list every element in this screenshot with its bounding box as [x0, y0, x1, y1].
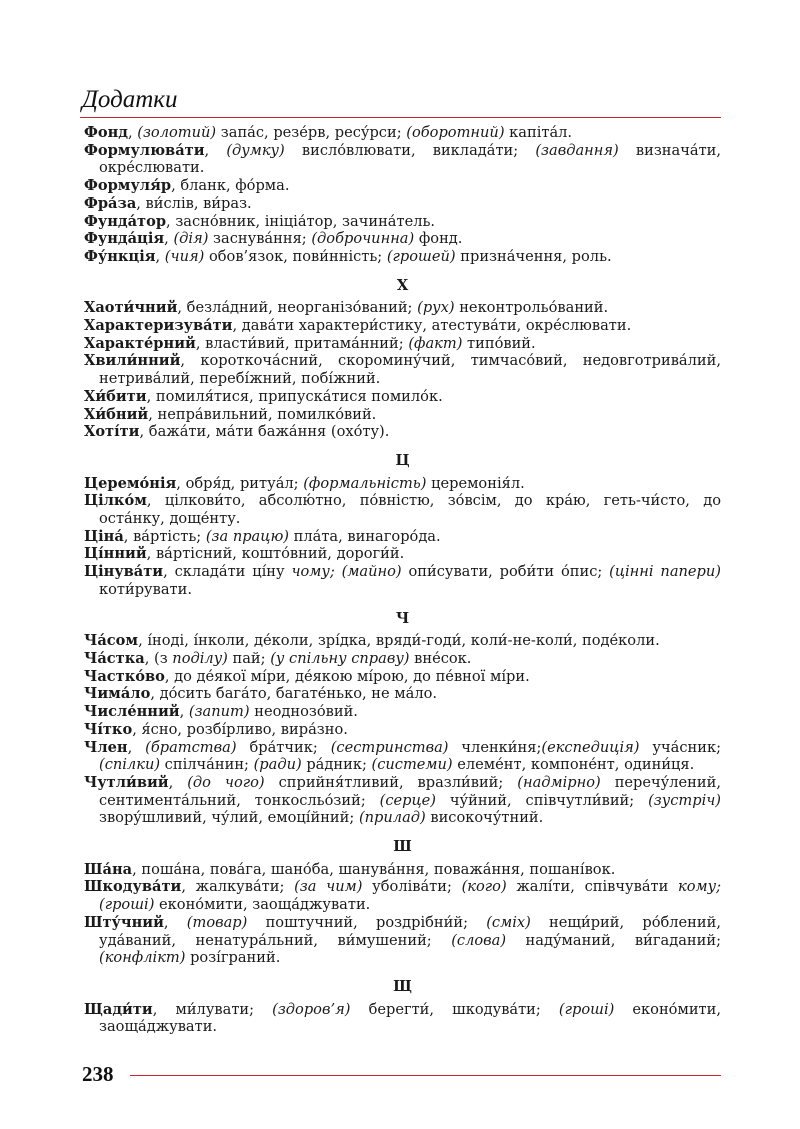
definition-text: призна́чення, роль.	[455, 247, 612, 265]
definition-text: , ва́ртість;	[123, 527, 206, 545]
dictionary-entry	[84, 492, 721, 527]
section-title: Додатки	[82, 86, 178, 113]
dictionary-entry	[84, 177, 721, 195]
definition-text: поштучний, роздрібни́й;	[247, 913, 487, 931]
headword: Ча́сом	[84, 632, 139, 650]
dictionary-entry	[84, 406, 721, 424]
usage-note: (серце)	[379, 791, 436, 809]
usage-note: (грошей)	[386, 247, 456, 265]
definition-text: капіта́л.	[504, 124, 573, 141]
dictionary-entry	[84, 774, 721, 827]
definition-text: пла́та, винагоро́да.	[289, 527, 441, 545]
headword: Цілко́м	[84, 492, 147, 510]
definition-text: жалі́ти, співчува́ти	[506, 878, 679, 896]
dictionary-entry	[84, 1001, 721, 1036]
definition-text: пай;	[227, 649, 271, 667]
usage-note: (зустріч)	[648, 791, 722, 809]
dictionary-entry	[84, 335, 721, 353]
usage-note: (у спільну справу)	[270, 649, 410, 667]
usage-note: (рух)	[417, 299, 455, 317]
definition-text: ,	[164, 230, 174, 248]
headword: Цінува́ти	[84, 563, 164, 581]
usage-note: (завдання)	[535, 141, 619, 159]
definition-text: наду́маний, ви́гаданий;	[506, 931, 721, 949]
usage-note: (кого)	[461, 878, 507, 896]
headword: Характеризува́ти	[84, 317, 233, 335]
definition-text: уболіва́ти;	[362, 878, 462, 896]
definition-text: берегти́, шкодува́ти;	[350, 1000, 559, 1018]
dictionary-entry	[84, 721, 721, 739]
usage-note: (надмірно)	[517, 773, 601, 791]
headword: Ціна́	[84, 527, 124, 545]
usage-note: (слова)	[451, 931, 507, 949]
dictionary-entry	[84, 632, 721, 650]
usage-note: (думку)	[226, 141, 285, 159]
letter-heading: Ч	[395, 609, 410, 627]
headword: Фра́за	[84, 194, 137, 212]
headword: Характе́рний	[84, 334, 196, 352]
headword: Хвили́нний	[84, 352, 181, 370]
usage-note: (запит)	[188, 703, 250, 721]
definition-text: , непра́вильний, помилко́вий.	[148, 405, 377, 423]
usage-note: (системи)	[371, 756, 453, 774]
definition-text: розі́граний.	[185, 949, 281, 967]
dictionary-body	[84, 124, 721, 1036]
dictionary-entry	[84, 230, 721, 248]
dictionary-entry	[84, 195, 721, 213]
headword: Фунда́тор	[84, 212, 167, 230]
headword: Церемо́нія	[84, 474, 177, 492]
definition-text: запа́с, резе́рв, ресу́рси;	[216, 124, 407, 141]
definition-text: ,	[127, 738, 146, 756]
dictionary-entry	[84, 668, 721, 686]
headword: Числе́нний	[84, 703, 180, 721]
dictionary-entry	[84, 703, 721, 721]
dictionary-entry	[84, 914, 721, 967]
usage-note: (спілки)	[99, 756, 161, 774]
headword: Щади́ти	[84, 1000, 153, 1018]
usage-note: (доброчинна)	[311, 230, 415, 248]
usage-note: (гроші)	[558, 1000, 615, 1018]
headword: Формуля́р	[84, 177, 172, 195]
definition-text: еконо́мити, заоща́джувати.	[154, 896, 371, 914]
headword: Ці́нний	[84, 545, 147, 563]
definition-text: церемонія́л.	[426, 474, 525, 492]
definition-text: , жалкува́ти;	[181, 878, 295, 896]
usage-note: (здоров’я)	[272, 1000, 351, 1018]
headword: Чима́ло	[84, 685, 151, 703]
usage-note: (конфлікт)	[99, 949, 186, 967]
usage-note: (сестринства)	[330, 738, 449, 756]
definition-text: ,	[163, 913, 187, 931]
dictionary-entry	[84, 248, 721, 266]
usage-note: (формальність)	[303, 474, 427, 492]
header-rule	[80, 117, 721, 118]
headword: Ча́стка	[84, 649, 145, 667]
usage-note: (оборотний)	[406, 124, 505, 141]
definition-text: , обря́д, ритуа́л;	[176, 474, 304, 492]
dictionary-entry	[84, 124, 721, 142]
definition-text: звору́шливий, чу́лий, емоці́йний;	[99, 809, 359, 827]
letter-heading: Ш	[393, 838, 412, 856]
definition-text: уча́сник;	[639, 738, 722, 756]
usage-note: (чия)	[164, 247, 205, 265]
letter-heading: Щ	[393, 977, 412, 995]
definition-text: членки́ня;	[448, 738, 542, 756]
headword: Шту́чний	[84, 913, 164, 931]
usage-note: (золотий)	[137, 124, 217, 141]
definition-text: , короткоча́сний, скоромину́чий, тимчасо́вий, недовготрива́лий, нетрива́лий, перебі́жний, побі́жний.	[99, 352, 721, 388]
definition-text: бра́тчик;	[236, 738, 331, 756]
headword: Фонд	[84, 124, 128, 141]
definition-text: вне́сок.	[409, 649, 472, 667]
usage-note: чому; (майно)	[291, 563, 402, 581]
headword: Чутли́вий	[84, 773, 169, 791]
headword: Фунда́ція	[84, 230, 165, 248]
footer-rule	[130, 1075, 721, 1076]
definition-text: еконо́мити, заоща́джувати.	[99, 1000, 721, 1036]
definition-text: коти́рувати.	[99, 580, 192, 598]
headword: Хаоти́чний	[84, 299, 178, 317]
definition-text: висло́влювати, виклада́ти;	[284, 141, 536, 159]
usage-note: (товар)	[186, 913, 248, 931]
definition-text: , до де́якої мі́ри, де́якою мі́рою, до пе́вної мі́ри.	[164, 667, 530, 685]
usage-note: (до чого)	[187, 773, 265, 791]
dictionary-entry	[84, 739, 721, 774]
usage-note: (за чим)	[294, 878, 363, 896]
definition-text: , бланк, фо́рма.	[171, 177, 290, 195]
usage-note: (дія)	[173, 230, 209, 248]
usage-note: (братства)	[145, 738, 237, 756]
definition-text: високочу́тний.	[425, 809, 544, 827]
dictionary-entry	[84, 528, 721, 546]
definition-text: , цілкови́то, абсолю́тно, по́вністю, зо́всім, до кра́ю, геть-чи́сто, до оста́нку, доще́нту.	[99, 492, 721, 528]
dictionary-entry	[84, 213, 721, 231]
definition-text: , дава́ти характери́стику, атестува́ти, окре́слювати.	[232, 317, 632, 335]
usage-note: (експедиція)	[541, 738, 640, 756]
dictionary-entry	[84, 563, 721, 598]
usage-note: (прилад)	[358, 809, 426, 827]
headword: Хи́бний	[84, 405, 149, 423]
dictionary-entry	[84, 878, 721, 913]
definition-text: , ви́слів, ви́раз.	[136, 194, 252, 212]
definition-text: ,	[168, 773, 188, 791]
headword: Чі́тко	[84, 720, 133, 738]
usage-note: (факт)	[408, 334, 463, 352]
definition-text: , (з	[144, 649, 173, 667]
definition-text: ,	[155, 247, 165, 265]
definition-text: типо́вий.	[462, 334, 536, 352]
usage-note: (сміх)	[486, 913, 531, 931]
headword: Член	[84, 738, 128, 756]
headword: Ша́на	[84, 860, 133, 878]
dictionary-entry	[84, 423, 721, 441]
definition-text: ,	[128, 124, 138, 141]
definition-text: визнача́ти, окре́слювати.	[99, 141, 722, 177]
definition-text: , безла́дний, неорганізо́ваний;	[177, 299, 418, 317]
dictionary-entry	[84, 299, 721, 317]
definition-text: ,	[204, 141, 227, 159]
usage-note: поділу)	[172, 649, 228, 667]
usage-note: (ради)	[253, 756, 302, 774]
definition-text: неоднозо́вий.	[249, 703, 358, 721]
definition-text: ра́дник;	[301, 756, 372, 774]
dictionary-entry	[84, 650, 721, 668]
usage-note: (цінні папери)	[609, 563, 721, 581]
definition-text: , до́сить бага́то, багате́нько, не ма́ло.	[150, 685, 438, 703]
headword: Хоті́ти	[84, 423, 140, 441]
dictionary-entry	[84, 545, 721, 563]
definition-text: фонд.	[414, 230, 463, 248]
dictionary-entry	[84, 861, 721, 879]
usage-note: (за працю)	[205, 527, 289, 545]
definition-text: ,	[179, 703, 189, 721]
definition-text: , ва́ртісний, кошто́вний, дороги́й.	[146, 545, 405, 563]
definition-text: заснува́ння;	[208, 230, 312, 248]
usage-note: кому; (гроші)	[99, 878, 722, 914]
definition-text: , бажа́ти, ма́ти бажа́ння (охо́ту).	[139, 423, 390, 441]
headword: Формулюва́ти	[84, 141, 205, 159]
headword: Шкодува́ти	[84, 878, 182, 896]
definition-text: спілча́нин;	[160, 756, 254, 774]
dictionary-entry	[84, 352, 721, 387]
definition-text: , і́ноді, і́нколи, де́коли, зрі́дка, вряди́-годи́, коли́-не-коли́, поде́коли.	[138, 632, 660, 650]
definition-text: перечу́лений, сентимента́льний, тонкосльо́зий;	[99, 773, 721, 809]
definition-text: , власти́вий, притама́нний;	[195, 334, 409, 352]
definition-text: сприйня́тливий, вразли́вий;	[264, 773, 518, 791]
dictionary-entry	[84, 388, 721, 406]
definition-text: елеме́нт, компоне́нт, одини́ця.	[452, 756, 695, 774]
definition-text: , поша́на, пова́га, шано́ба, шанува́ння, поважа́ння, пошані́вок.	[132, 860, 616, 878]
definition-text: неконтрольо́ваний.	[454, 299, 609, 317]
dictionary-entry	[84, 685, 721, 703]
headword: Частко́во	[84, 667, 165, 685]
headword: Хи́бити	[84, 387, 147, 405]
letter-heading: Х	[396, 276, 409, 294]
definition-text: , склада́ти ці́ну	[163, 563, 292, 581]
headword: Фу́нкція	[84, 247, 156, 265]
definition-text: , ми́лувати;	[152, 1000, 273, 1018]
definition-text: опи́сувати, роби́ти о́пис;	[401, 563, 610, 581]
dictionary-entry	[84, 142, 721, 177]
definition-text: нещи́рий, ро́блений, уда́ваний, ненатура́льний, ви́мушений;	[99, 913, 722, 949]
page-number: 238	[82, 1062, 114, 1086]
definition-text: обов’язок, пови́нність;	[204, 247, 387, 265]
dictionary-entry	[84, 475, 721, 493]
definition-text: , помиля́тися, припуска́тися помило́к.	[146, 387, 443, 405]
definition-text: чу́йний, співчутли́вий;	[435, 791, 649, 809]
definition-text: , засно́вник, ініціа́тор, зачина́тель.	[166, 212, 436, 230]
dictionary-entry	[84, 317, 721, 335]
definition-text: , я́сно, розбі́рливо, вира́зно.	[132, 720, 348, 738]
letter-heading: Ц	[395, 451, 410, 469]
